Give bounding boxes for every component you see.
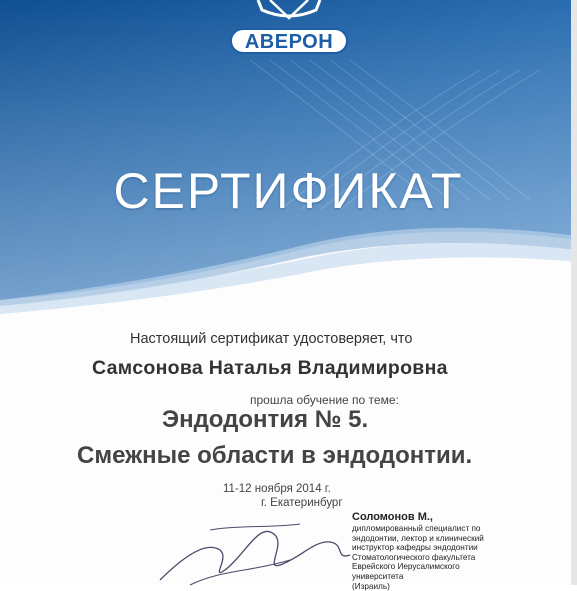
course-date: 11-12 ноября 2014 г. <box>223 483 331 495</box>
course-city: г. Екатеринбург <box>261 497 343 509</box>
page-edge <box>571 0 577 585</box>
logo <box>0 0 577 60</box>
signatory-name: Соломонов М., <box>352 511 433 523</box>
signatory-title-line: дипломированный специалист по <box>352 524 481 533</box>
certificate-title: СЕРТИФИКАТ <box>113 163 464 219</box>
signatory-title-line: инструктор кафедры эндодонтии <box>352 543 478 553</box>
recipient-name: Самсонова Наталья Владимировна <box>92 357 448 379</box>
training-statement: прошла обучение по теме: <box>250 393 399 407</box>
signatory-title-line: Стоматологического факультета <box>352 552 476 562</box>
signatory-title-line: (Израиль) <box>352 581 390 591</box>
certify-statement: Настоящий сертификат удостоверяет, что <box>130 331 413 347</box>
course-topic-line-1: Эндодонтия № 5. <box>162 406 369 433</box>
signatory-title <box>352 524 537 591</box>
signatory-title-line: эндодонтии, лектор и клинический <box>352 533 484 543</box>
signature <box>150 500 380 585</box>
logo-emblem-icon <box>0 0 577 30</box>
signatory-title-line: Еврейского Иерусалимского <box>352 562 460 572</box>
course-topic-line-2: Смежные области в эндодонтии. <box>77 442 473 469</box>
signatory-title-line: университета <box>352 571 404 581</box>
logo-text: АВЕРОН <box>230 28 348 54</box>
